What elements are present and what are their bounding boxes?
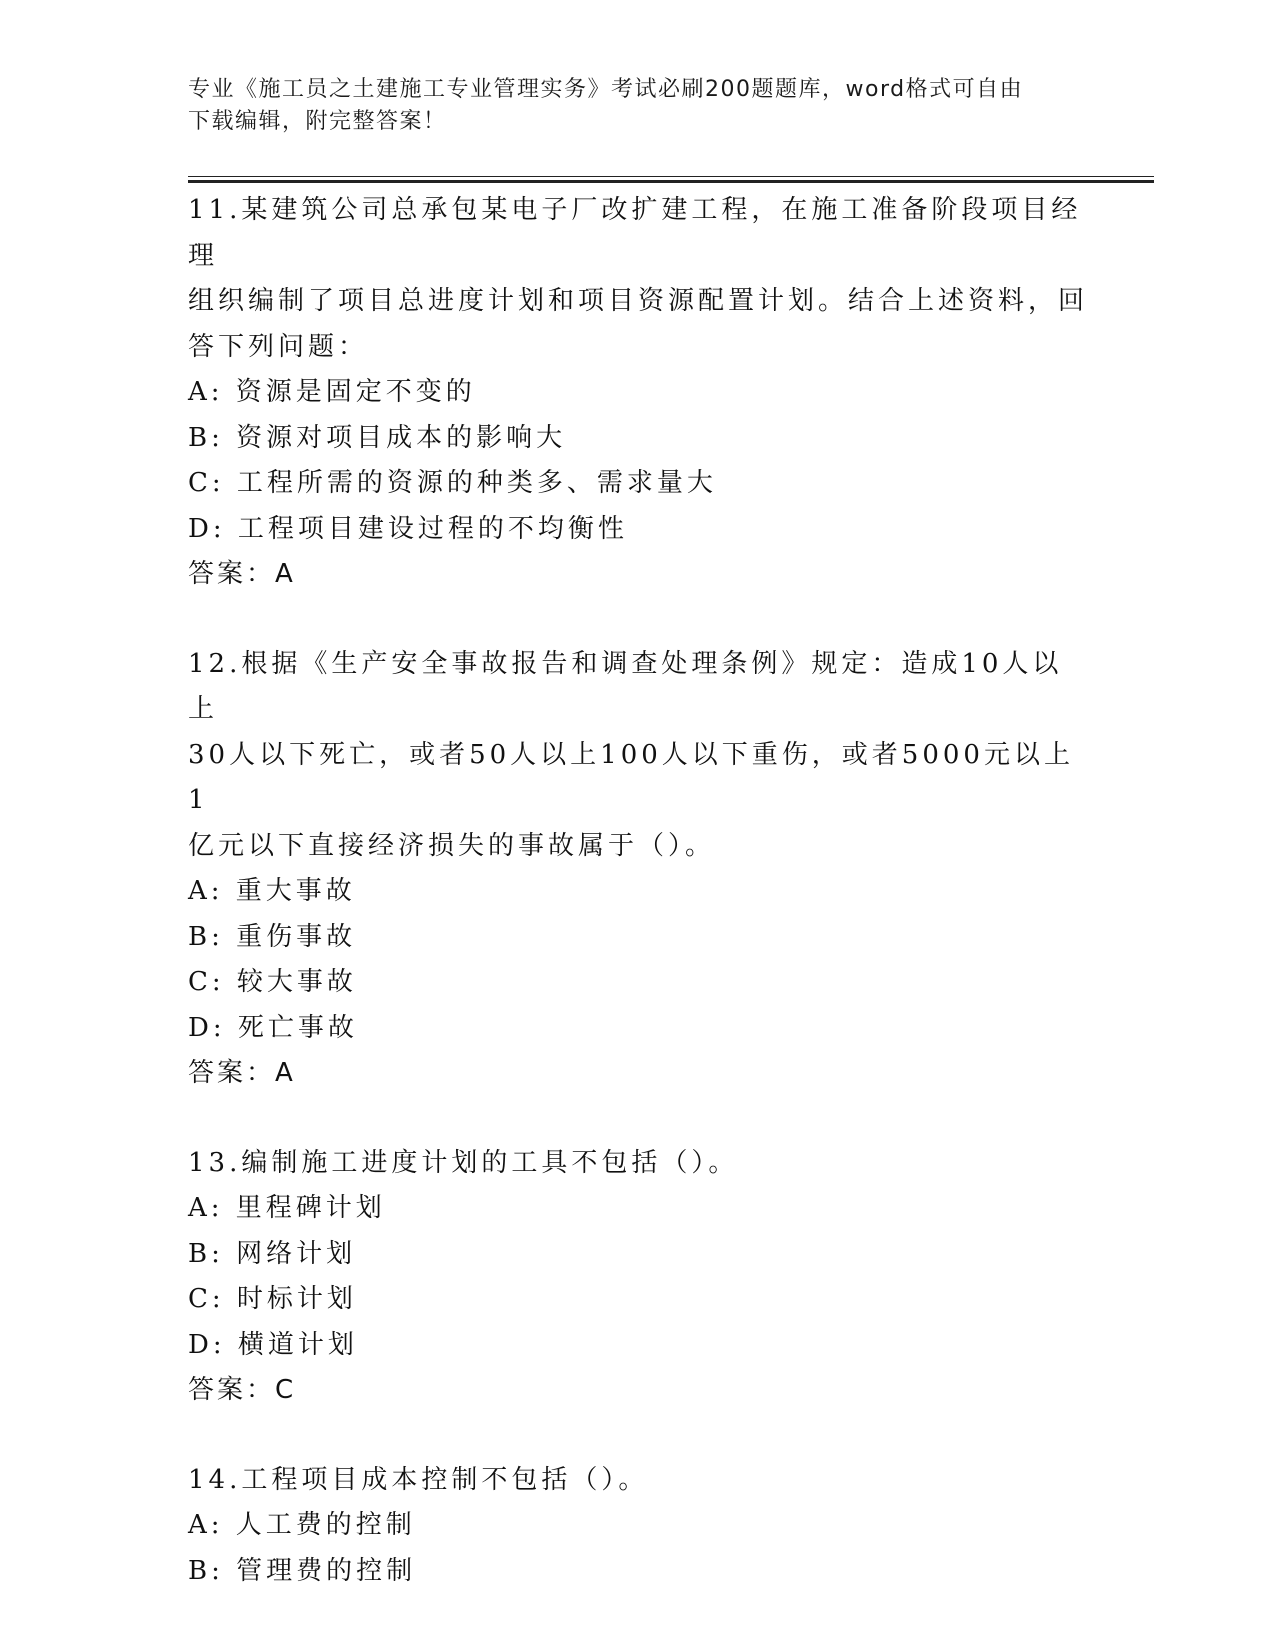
question-stem-line: 14.工程项目成本控制不包括（）。 bbox=[188, 1464, 649, 1495]
question-stem-line: 11.某建筑公司总承包某电子厂改扩建工程，在施工准备阶段项目经理 bbox=[188, 195, 1082, 271]
header-line-1: 专业《施工员之土建施工专业管理实务》考试必刷200题题库，word格式可自由 bbox=[188, 77, 1024, 102]
header-divider-thick bbox=[188, 180, 1154, 183]
question-12 bbox=[188, 642, 1088, 1097]
option-d: D: 横道计划 bbox=[188, 1329, 358, 1360]
question-stem-line: 答下列问题： bbox=[188, 331, 369, 362]
option-a: A: 重大事故 bbox=[188, 876, 356, 906]
question-13 bbox=[188, 1141, 1088, 1414]
question-stem-line: 13.编制施工进度计划的工具不包括（）。 bbox=[188, 1147, 739, 1178]
question-14 bbox=[188, 1458, 1088, 1595]
question-list bbox=[188, 188, 1088, 1638]
option-c: C: 较大事故 bbox=[188, 967, 357, 997]
option-d: D: 死亡事故 bbox=[188, 1012, 358, 1043]
document-header bbox=[188, 74, 1068, 138]
header-divider-thin bbox=[188, 176, 1154, 177]
header-line-2: 下载编辑，附完整答案！ bbox=[188, 109, 447, 134]
answer: 答案：C bbox=[188, 1375, 297, 1405]
option-d: D: 工程项目建设过程的不均衡性 bbox=[188, 513, 628, 544]
option-b: B: 重伤事故 bbox=[188, 921, 357, 952]
option-a: A: 资源是固定不变的 bbox=[188, 377, 476, 407]
option-b: B: 网络计划 bbox=[188, 1238, 357, 1269]
option-b: B: 管理费的控制 bbox=[188, 1555, 417, 1586]
question-stem-line: 亿元以下直接经济损失的事故属于（）。 bbox=[188, 830, 716, 861]
question-11 bbox=[188, 188, 1088, 598]
question-stem-line: 12.根据《生产安全事故报告和调查处理条例》规定：造成10人以上 bbox=[188, 648, 1063, 724]
question-stem-line: 30人以下死亡，或者50人以上100人以下重伤，或者5000元以上1 bbox=[188, 739, 1074, 815]
option-b: B: 资源对项目成本的影响大 bbox=[188, 422, 567, 453]
option-a: A: 里程碑计划 bbox=[188, 1193, 386, 1223]
answer: 答案：A bbox=[188, 559, 296, 589]
option-c: C: 时标计划 bbox=[188, 1284, 357, 1314]
option-a: A: 人工费的控制 bbox=[188, 1510, 416, 1540]
question-stem-line: 组织编制了项目总进度计划和项目资源配置计划。结合上述资料，回 bbox=[188, 286, 1089, 316]
option-c: C: 工程所需的资源的种类多、需求量大 bbox=[188, 468, 717, 498]
answer: 答案：A bbox=[188, 1058, 296, 1088]
